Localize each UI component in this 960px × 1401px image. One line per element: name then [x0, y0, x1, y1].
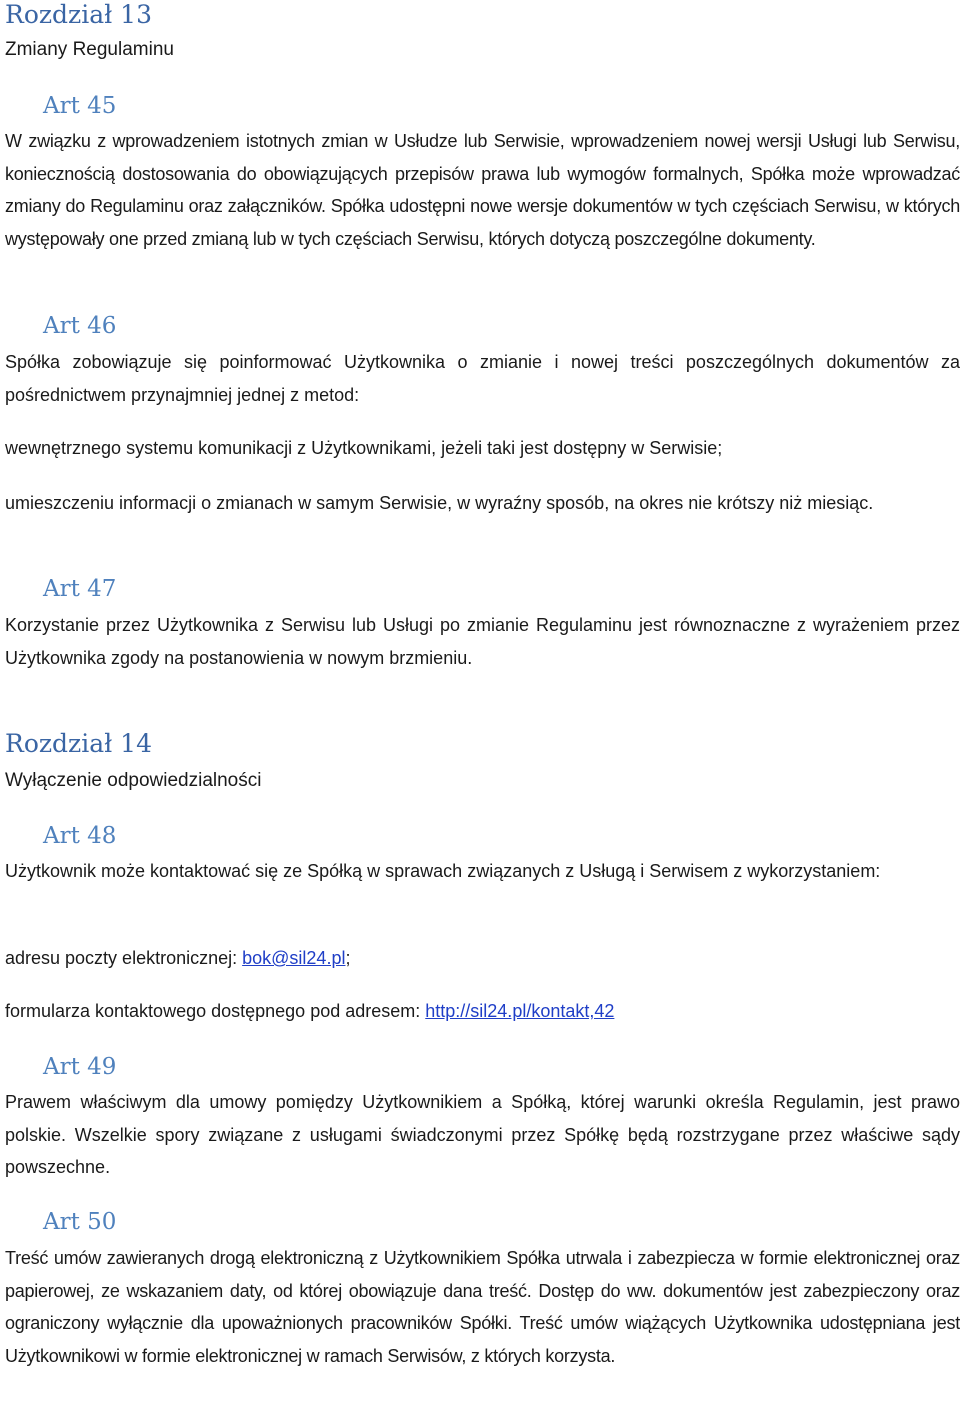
- form-prefix: formularza kontaktowego dostępnego pod adresem:: [5, 1001, 426, 1021]
- art-49-text: Prawem właściwym dla umowy pomiędzy Użytkownikiem a Spółką, której warunki określa Regulamin, jest prawo polskie. Wszelkie spory związane z usługami świadczonymi przez Spółkę będą rozstrzygane przez właściwe sądy powszechne.: [5, 1092, 960, 1177]
- art-48-heading: Art 48: [43, 823, 117, 849]
- art-47-heading: Art 47: [43, 576, 117, 602]
- art-50-text: Treść umów zawieranych drogą elektroniczną z Użytkownikiem Spółka utrwala i zabezpiecza w formie elektronicznej oraz papierowej, ze wskazaniem daty, od której obowiązuje dana treść. Dostęp do ww. dokumentów jest zabezpieczony oraz ograniczony wyłącznie dla upoważnionych pracowników Spółki. Treść umów wiążących Użytkownika udostępniana jest Użytkownikowi w formie elektronicznej w ramach Serwisów, z których korzysta.: [5, 1248, 960, 1366]
- email-link[interactable]: [242, 948, 345, 968]
- art-50-heading: Art 50: [43, 1209, 117, 1235]
- art-46-intro: Spółka zobowiązuje się poinformować Użytkownika o zmianie i nowej treści poszczególnych dokumentów za pośrednictwem przynajmniej jednej z metod:: [5, 352, 960, 405]
- art-48-intro: Użytkownik może kontaktować się ze Spółką w sprawach związanych z Usługą i Serwisem z wykorzystaniem:: [5, 861, 881, 881]
- art-46-item-2: umieszczeniu informacji o zmianach w samym Serwisie, w wyraźny sposób, na okres nie krótszy niż miesiąc.: [5, 493, 874, 513]
- art-48-form-line: [5, 995, 960, 1028]
- chapter-13-heading: Rozdział 13: [5, 0, 152, 29]
- art-46-item-1: wewnętrznego systemu komunikacji z Użytkownikami, jeżeli taki jest dostępny w Serwisie;: [5, 438, 723, 458]
- contact-form-link[interactable]: http://sil24.pl/kontakt,42: [425, 1001, 615, 1021]
- chapter-14-heading: Rozdział 14: [5, 729, 152, 758]
- email-link-part-1: bok@sil24: [242, 948, 327, 968]
- art-47-text: Korzystanie przez Użytkownika z Serwisu lub Usługi po zmianie Regulaminu jest równoznaczne z wyrażeniem przez Użytkownika zgody na postanowienia w nowym brzmieniu.: [5, 615, 960, 668]
- art-45-heading: Art 45: [43, 93, 117, 119]
- chapter-14-subtitle: Wyłączenie odpowiedzialności: [5, 770, 262, 791]
- email-link-part-2: .pl: [326, 948, 346, 968]
- email-suffix: ;: [345, 948, 351, 968]
- art-48-email-line: [5, 942, 960, 975]
- chapter-13-subtitle: Zmiany Regulaminu: [5, 39, 174, 60]
- art-45-text: W związku z wprowadzeniem istotnych zmian w Usłudze lub Serwisie, wprowadzeniem nowej wersji Usługi lub Serwisu, koniecznością dostosowania do obowiązujących przepisów prawa lub wymogów formalnych, Spółka może wprowadzać zmiany do Regulaminu oraz załączników. Spółka udostępni nowe wersje dokumentów w tych częściach Serwisu, w których występowały one przed zmianą lub w tych częściach Serwisu, których dotyczą poszczególne dokumenty.: [5, 131, 960, 249]
- email-prefix: adresu poczty elektronicznej:: [5, 948, 243, 968]
- art-49-heading: Art 49: [43, 1054, 117, 1080]
- art-46-heading: Art 46: [43, 313, 117, 339]
